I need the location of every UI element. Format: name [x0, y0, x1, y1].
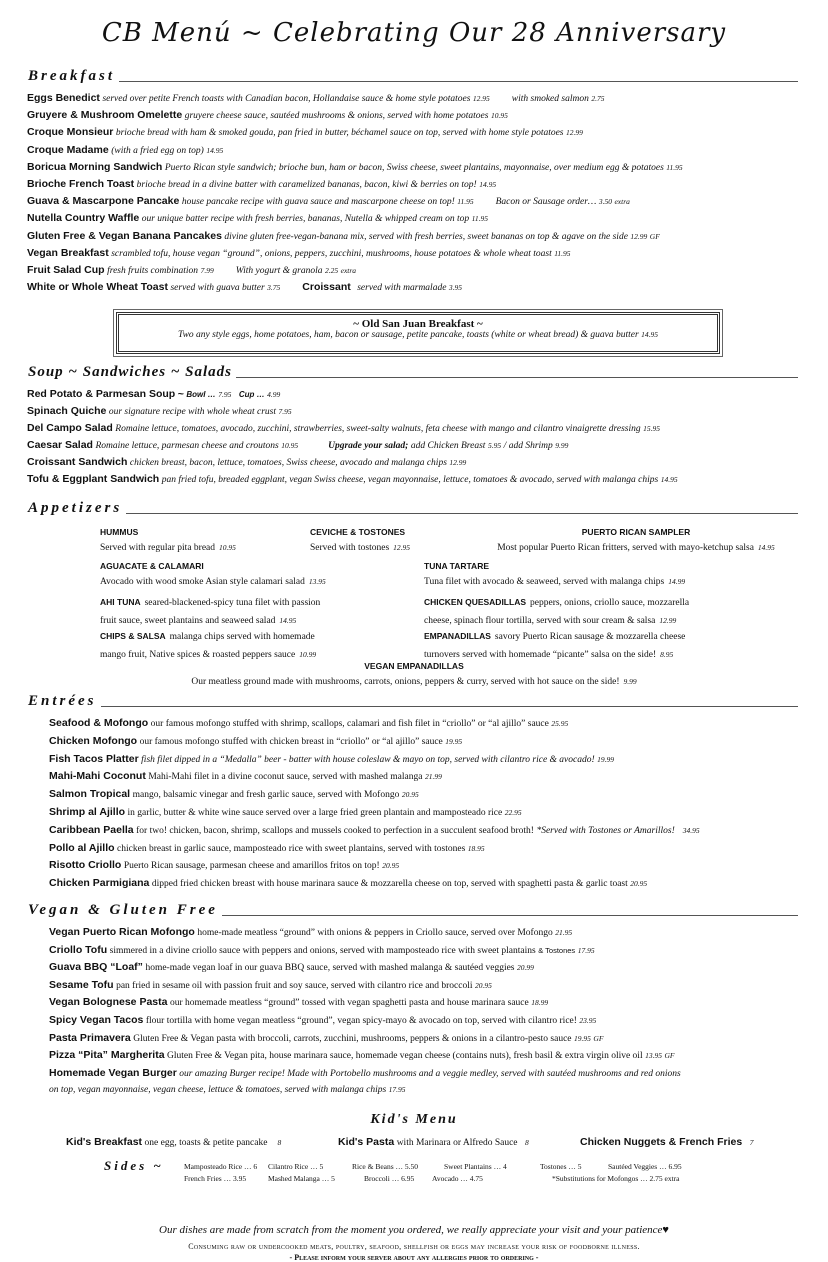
item-price: 11.95	[471, 214, 488, 224]
item-desc: mango, balsamic vinegar and fresh garlic sauce, served with Mofongo	[132, 790, 400, 801]
item-desc2: on top, vegan mayonnaise, vegan cheese, lettuce & tomatoes, served with malanga chips	[49, 1085, 387, 1096]
item-extra: & Tostones	[538, 945, 576, 955]
sides-row2	[184, 1174, 680, 1183]
app-sampler	[476, 527, 796, 555]
item-extra-note: GF	[649, 231, 660, 241]
app-ceviche-desc: Served with tostones	[310, 543, 390, 553]
delcampo-desc: Romaine lettuce, tomatoes, avocado, zucchini, strawberries, sweet-salty walnuts, feta cheese with mango and cilantro vinaigrette dressing	[115, 424, 641, 434]
item-price: 19.95	[574, 1033, 591, 1043]
side-item: *Substitutions for Mofongos … 2.75 extra	[552, 1174, 680, 1183]
item-name: Boricua Morning Sandwich	[27, 160, 163, 173]
item-extra-price: 2.25	[325, 265, 339, 275]
section-rule	[236, 377, 798, 378]
breakfast-heading: Breakfast	[28, 68, 115, 84]
section-rule	[126, 513, 798, 514]
item-price: 21.99	[424, 772, 442, 782]
item-price: 20.95	[382, 861, 400, 871]
entree-item	[49, 877, 700, 895]
item-name: Pasta Primavera	[49, 1031, 131, 1044]
item-name: Guava & Mascarpone Pancake	[27, 195, 180, 208]
app-tuna-tartare	[424, 561, 685, 589]
item-name: Shrimp al Ajillo	[49, 805, 126, 818]
item-desc: dipped fried chicken breast with house marinara sauce & mozzarella cheese on top, served with spaghetti pasta & garlic toast	[151, 879, 628, 890]
item-desc: Mahi-Mahi filet in a divine coconut sauce, served with mashed malanga	[148, 772, 423, 783]
vegan-list	[49, 926, 681, 1096]
app-ahi-name: AHI TUNA	[100, 597, 141, 607]
item-price: 14.95	[479, 179, 497, 189]
app-ahi-price: 14.95	[279, 616, 297, 625]
item-price: 12.99	[566, 128, 583, 138]
breakfast-item	[27, 230, 683, 247]
item-price: 20.95	[475, 980, 492, 990]
delcampo-price: 15.95	[643, 424, 660, 433]
side-item: Mamposteado Rice … 6	[184, 1162, 258, 1171]
item-desc: flour tortilla with home vegan meatless “ground”, vegan spicy-mayo & avocado on top, served with cilantro rice!	[145, 1015, 577, 1026]
item-desc: in garlic, butter & white wine sauce served over a large fried green plantain and mamposteado rice	[127, 807, 503, 818]
app-ahi-desc1: seared-blackened-spicy tuna filet with passion	[144, 598, 321, 608]
app-ahi-tuna	[100, 592, 320, 628]
app-hummus	[100, 527, 236, 555]
item-name: Fish Tacos Platter	[49, 752, 139, 765]
item-desc: Gluten Free & Vegan pasta with broccoli, carrots, zucchini, mushrooms, peppers & onions in a cilantro-pesto sauce	[133, 1033, 572, 1044]
item-name: Gluten Free & Vegan Banana Pancakes	[27, 229, 222, 242]
old-san-juan-price: 14.95	[641, 330, 658, 339]
item-extra-price: 2.75	[591, 94, 605, 103]
vegan-item	[49, 961, 681, 979]
vegan-item	[49, 944, 681, 962]
breakfast-item	[27, 212, 683, 229]
item-extra-note: extra	[614, 197, 630, 207]
vegan-item-cont	[49, 1084, 681, 1096]
side-item: Avocado … 4.75	[432, 1174, 483, 1183]
app-chips-desc2: mango fruit, Native spices & roasted peppers sauce	[100, 650, 296, 660]
soup-header	[28, 364, 798, 381]
item-name: Seafood & Mofongo	[49, 717, 149, 729]
item-price: 17.95	[577, 945, 595, 955]
app-chips-desc1: malanga chips served with homemade	[169, 632, 315, 642]
delcampo-name: Del Campo Salad	[27, 422, 113, 434]
item-name: Salmon Tropical	[49, 788, 131, 801]
upgrade1: add Chicken Breast	[410, 441, 486, 451]
item-name: Fruit Salad Cup	[27, 263, 105, 276]
quiche-desc: our signature recipe with whole wheat crust	[108, 407, 276, 417]
app-aguacate-name: AGUACATE & CALAMARI	[100, 561, 204, 571]
item-price: 21.95	[555, 928, 573, 937]
tofu-sandwich-name: Tofu & Eggplant Sandwich	[27, 473, 160, 485]
item-price: 18.99	[531, 998, 549, 1008]
side-item: Broccoli … 6.95	[364, 1174, 415, 1183]
entree-item	[49, 806, 700, 824]
side-item: Sweet Plantains … 4	[444, 1162, 507, 1171]
entree-item	[49, 859, 700, 877]
app-sampler-price: 14.95	[757, 543, 775, 552]
app-vegan-empanadillas	[0, 661, 828, 689]
upgrade2: add Shrimp	[508, 441, 553, 451]
vegan-item	[49, 1067, 681, 1085]
side-item: Sautéed Veggies … 6.95	[608, 1162, 682, 1171]
app-tuna-tartare-price: 14.99	[668, 577, 686, 586]
item-note: *Served with Tostones or Amarillos!	[536, 825, 675, 836]
app-aguacate-price: 13.95	[308, 577, 326, 586]
vegan-item	[49, 926, 681, 944]
item-name: Caribbean Paella	[49, 823, 134, 836]
item-name: White or Whole Wheat Toast	[27, 281, 168, 294]
breakfast-item	[27, 264, 683, 281]
caesar-price: 10.95	[281, 441, 299, 450]
kids-breakfast-price: 8	[277, 1138, 282, 1147]
entrees-heading: Entrées	[28, 693, 97, 709]
item-price: 12.95	[472, 94, 490, 103]
item-extra-name: Croissant	[302, 281, 351, 294]
item-desc: home-made vegan loaf in our guava BBQ sauce, served with mashed malanga & sautéed veggies	[145, 963, 515, 974]
bowl-label: Bowl …	[186, 390, 216, 399]
kids-nuggets-name: Chicken Nuggets & French Fries	[580, 1136, 743, 1148]
vegan-heading: Vegan & Gluten Free	[28, 902, 218, 918]
vegan-item	[49, 979, 681, 997]
kids-breakfast-name: Kid's Breakfast	[66, 1136, 143, 1148]
entree-item	[49, 770, 700, 788]
app-hummus-price: 10.95	[219, 543, 236, 552]
section-rule	[222, 915, 798, 916]
item-name: Pollo al Ajillo	[49, 841, 115, 854]
tofu-sandwich-price: 14.95	[660, 475, 678, 484]
appetizers-header	[28, 500, 798, 517]
section-rule	[119, 81, 798, 82]
caesar-name: Caesar Salad	[27, 439, 93, 451]
app-quesadillas-name: CHICKEN QUESADILLAS	[424, 597, 527, 607]
item-extra: With yogurt & granola	[235, 265, 323, 276]
entree-item	[49, 735, 700, 753]
item-name: Croque Monsieur	[27, 126, 114, 139]
kids-pasta-price: 8	[525, 1138, 529, 1147]
app-ahi-desc2: fruit sauce, sweet plantains and seaweed salad	[100, 616, 276, 626]
vegan-item	[49, 996, 681, 1014]
item-name: Homemade Vegan Burger	[49, 1066, 177, 1079]
kids-pasta-name: Kid's Pasta	[338, 1136, 395, 1148]
footer-warning: Consuming raw or undercooked meats, poultry, seafood, shellfish or eggs may increase your risk of foodborne illness.	[188, 1242, 640, 1251]
app-hummus-name: HUMMUS	[100, 527, 139, 537]
sides-row1	[184, 1162, 682, 1171]
item-price: 25.95	[551, 719, 569, 728]
app-sampler-name: PUERTO RICAN SAMPLER	[581, 527, 691, 537]
side-item: French Fries … 3.95	[184, 1174, 247, 1183]
breakfast-item	[27, 109, 683, 126]
app-chips-name: CHIPS & SALSA	[100, 631, 166, 641]
soup-name: Red Potato & Parmesan Soup	[27, 388, 176, 400]
item-name: Gruyere & Mushroom Omelette	[27, 109, 183, 122]
upgrade-slash: /	[503, 441, 507, 451]
breakfast-item	[27, 92, 683, 109]
item-price: 14.95	[206, 145, 224, 155]
old-san-juan-box	[116, 312, 720, 354]
item-desc: fish filet dipped in a “Medalla” beer - batter with house coleslaw & mayo on top, served with cilantro rice & avocado!	[141, 754, 595, 765]
croissant-sandwich-desc: chicken breast, bacon, lettuce, tomatoes, Swiss cheese, avocado and malanga chips	[129, 458, 447, 468]
item-name: Chicken Parmigiana	[49, 877, 150, 890]
breakfast-list	[27, 92, 683, 298]
item-price: 11.95	[457, 197, 474, 207]
app-quesadillas-price: 12.99	[659, 616, 677, 625]
item-price: 22.95	[504, 807, 522, 817]
soup-sep: ~	[177, 388, 184, 400]
app-tuna-tartare-desc: Tuna filet with avocado & seaweed, served with malanga chips	[424, 577, 665, 587]
item-price: 20.99	[517, 963, 534, 973]
item-name: Eggs Benedict	[27, 92, 100, 104]
breakfast-item	[27, 247, 683, 264]
caesar-desc: Romaine lettuce, parmesan cheese and croutons	[95, 441, 279, 451]
item-desc: our amazing Burger recipe! Made with Portobello mushrooms and a veggie medley, served with sautéed mushrooms and red onions	[179, 1068, 681, 1079]
item-name: Mahi-Mahi Coconut	[49, 770, 146, 783]
entree-item	[49, 788, 700, 806]
item-gf: GF	[664, 1051, 675, 1061]
item-name: Pizza “Pita” Margherita	[49, 1049, 165, 1062]
item-name: Risotto Criollo	[49, 859, 122, 872]
item-price: 20.95	[630, 879, 648, 889]
upgrade-label: Upgrade your salad;	[328, 441, 409, 451]
old-san-juan-title: ~ Old San Juan Breakfast ~	[353, 318, 483, 330]
entrees-list	[49, 717, 700, 895]
item-desc: divine gluten free-vegan-banana mix, served with fresh berries, sweet bananas on top & agave on the side	[224, 231, 628, 242]
item-desc: brioche bread in a divine batter with caramelized bananas, bacon, kiwi & berries on top!	[136, 179, 477, 190]
item-desc: served with guava butter	[170, 283, 265, 294]
item-price: 19.95	[445, 736, 463, 746]
item-extra: with smoked salmon	[511, 94, 589, 104]
item-price: 7.99	[200, 265, 214, 275]
breakfast-item	[27, 281, 683, 298]
item-price: 11.95	[554, 248, 571, 258]
item-price: 19.99	[597, 754, 615, 764]
breakfast-item	[27, 195, 683, 212]
item-desc: pan fried in sesame oil with passion fruit and soy sauce, served with cilantro rice and broccoli	[116, 980, 473, 991]
item-price: 11.95	[666, 162, 683, 172]
item-price: 18.95	[467, 843, 485, 853]
app-aguacate-desc: Avocado with wood smoke Asian style calamari salad	[100, 577, 305, 587]
upgrade2-price: 9.99	[555, 441, 569, 450]
item-name: Chicken Mofongo	[49, 734, 138, 747]
app-chips-price: 10.99	[299, 650, 317, 659]
item-desc: our homemade meatless “ground” tossed with vegan spaghetti pasta and house marinara sauce	[169, 998, 529, 1009]
item-desc: Puerto Rican sausage, parmesan cheese and amarillos fritos on top!	[123, 861, 380, 872]
item-extra-price: 3.95	[448, 283, 463, 293]
entree-item	[49, 717, 700, 735]
app-aguacate	[100, 561, 326, 589]
side-item: Mashed Malanga … 5	[268, 1174, 335, 1183]
croissant-sandwich-name: Croissant Sandwich	[27, 456, 128, 468]
item-desc: simmered in a divine criollo sauce with peppers and onions, served with mamposteado rice with sweet plantains	[109, 945, 536, 956]
item-name: Sesame Tofu	[49, 978, 114, 991]
app-vegan-emp-desc: Our meatless ground made with mushrooms, carrots, onions, peppers & curry, served with hot sauce on the side!	[191, 677, 620, 687]
item-name: Guava BBQ “Loaf”	[49, 961, 143, 974]
item-desc: Gluten Free & Vegan pita, house marinara sauce, homemade vegan cheese (contains nuts), fresh basil & extra virgin olive oil	[167, 1051, 643, 1062]
kids-pasta-desc: with Marinara or Alfredo Sauce	[396, 1138, 518, 1148]
app-quesadillas	[424, 592, 689, 628]
item-desc: gruyere cheese sauce, sautéed mushrooms & onions, served with home potatoes	[184, 111, 489, 122]
footer-thanks: Our dishes are made from scratch from the moment you ordered, we really appreciate your visit and your patience♥	[159, 1224, 669, 1236]
item-desc: (with a fried egg on top)	[111, 145, 204, 156]
tofu-sandwich-desc: pan fried tofu, breaded eggplant, vegan Swiss cheese, vegan mayonnaise, lettuce, tomatoes & avocado, served with malanga chips	[161, 475, 659, 485]
item-desc: home-made meatless “ground” with onions & peppers in Criollo sauce, served over Mofongo	[197, 928, 553, 938]
entrees-header	[28, 693, 798, 710]
item-desc: our famous mofongo stuffed with chicken breast in “criollo” or “al ajillo” sauce	[139, 736, 443, 747]
item-extra: served with marmalade	[357, 283, 447, 294]
app-empanadillas-desc1: savory Puerto Rican sausage & mozzarella cheese	[494, 632, 686, 642]
item-name: Spicy Vegan Tacos	[49, 1013, 144, 1026]
upgrade1-price: 5.95	[487, 441, 502, 450]
item-price: 10.95	[490, 111, 508, 121]
item-gf: GF	[593, 1033, 604, 1043]
item-extra-note: extra	[340, 265, 357, 275]
soup-list	[27, 388, 678, 490]
app-vegan-emp-name: VEGAN EMPANADILLAS	[364, 661, 464, 671]
soup-heading: Soup ~ Sandwiches ~ Salads	[28, 364, 232, 380]
item-desc: chicken breast in garlic sauce, mamposteado rice with sweet plantains, served with tostones	[117, 843, 466, 854]
item-price: 3.75	[267, 283, 281, 293]
item-name: Vegan Bolognese Pasta	[49, 996, 168, 1009]
vegan-item	[49, 1014, 681, 1032]
kids-breakfast-desc: one egg, toasts & petite pancake	[144, 1138, 268, 1148]
side-item: Rice & Beans … 5.50	[352, 1162, 419, 1171]
app-sampler-desc: Most popular Puerto Rican fritters, served with mayo-ketchup salsa	[497, 543, 754, 553]
kids-nuggets-price: 7	[749, 1138, 754, 1147]
kids-pasta	[338, 1136, 529, 1149]
breakfast-item	[27, 144, 683, 161]
bowl-price: 7.95	[218, 390, 232, 399]
quiche-name: Spinach Quiche	[27, 405, 107, 417]
footer-allergy: - Please inform your server about any allergies prior to ordering -	[289, 1253, 539, 1262]
side-item: Cilantro Rice … 5	[268, 1162, 324, 1171]
item-extra-price: 3.50	[598, 197, 612, 207]
item-desc: served over petite French toasts with Canadian bacon, Hollandaise sauce & home style potatoes	[102, 94, 471, 104]
app-empanadillas-name: EMPANADILLAS	[424, 631, 491, 641]
item-extra: Bacon or Sausage order…	[495, 197, 597, 208]
app-hummus-desc: Served with regular pita bread	[100, 543, 216, 553]
item-desc: for two! chicken, bacon, shrimp, scallops and mussels cooked to perfection in a succulent seafood broth!	[136, 825, 534, 836]
item-price: 12.99	[630, 231, 648, 241]
item-desc: fresh fruits combination	[107, 265, 199, 276]
vegan-item	[49, 1032, 681, 1050]
item-desc: Puerto Rican style sandwich; brioche bun, ham or bacon, Swiss cheese, sweet plantains, mayonnaise, over medium egg & potatoes	[164, 162, 664, 173]
menu-title: CB Menú ~ Celebrating Our 28 Anniversary	[101, 18, 727, 48]
item-price: 23.95	[579, 1015, 597, 1025]
appetizers-heading: Appetizers	[28, 500, 123, 516]
entree-item	[49, 753, 700, 771]
item-name: Croque Madame	[27, 143, 109, 156]
vegan-header	[28, 902, 798, 919]
app-ceviche	[310, 527, 410, 555]
app-empanadillas-desc2: turnovers served with homemade “picante” salsa on the side!	[424, 650, 657, 660]
entree-item	[49, 842, 700, 860]
app-empanadillas	[424, 626, 685, 662]
item-name: Brioche French Toast	[27, 177, 135, 190]
breakfast-item	[27, 178, 683, 195]
app-quesadillas-desc1: peppers, onions, criollo sauce, mozzarella	[530, 598, 690, 608]
item-desc: house pancake recipe with guava sauce and mascarpone cheese on top!	[181, 197, 455, 208]
entree-item	[49, 824, 700, 842]
app-chips	[100, 626, 316, 662]
app-ceviche-name: CEVICHE & TOSTONES	[310, 527, 406, 537]
croissant-sandwich-price: 12.99	[449, 458, 467, 467]
old-san-juan-desc: Two any style eggs, home potatoes, ham, bacon or sausage, petite pancake, toasts (white or wheat bread) & guava butter	[178, 330, 639, 340]
app-quesadillas-desc2: cheese, spinach flour tortilla, served with sour cream & salsa	[424, 616, 656, 626]
item-name: Nutella Country Waffle	[27, 212, 140, 225]
breakfast-header	[28, 68, 798, 85]
vegan-item	[49, 1049, 681, 1067]
item-desc: our unique batter recipe with fresh berries, bananas, Nutella & whipped cream on top	[141, 214, 470, 225]
app-ceviche-price: 12.95	[393, 543, 411, 552]
item-price: 13.95	[645, 1051, 662, 1061]
item-desc: our famous mofongo stuffed with shrimp, scallops, calamari and fish filet in “criollo” or “al ajillo” sauce	[150, 719, 549, 729]
kids-nuggets	[580, 1136, 753, 1149]
item-name: Vegan Puerto Rican Mofongo	[49, 926, 195, 938]
cup-price: 4.99	[267, 390, 281, 399]
item-desc: scrambled tofu, house vegan “ground”, onions, peppers, zucchini, mushrooms, house potatoes & whole wheat toast	[111, 248, 552, 259]
app-empanadillas-price: 8.95	[660, 650, 674, 659]
app-tuna-tartare-name: TUNA TARTARE	[424, 561, 489, 571]
breakfast-item	[27, 126, 683, 143]
item-name: Criollo Tofu	[49, 943, 108, 956]
kids-heading: Kid's Menu	[370, 1112, 458, 1127]
item-price: 34.95	[682, 825, 700, 835]
item-price: 17.95	[388, 1085, 406, 1095]
item-price: 20.95	[401, 790, 419, 800]
side-item: Tostones … 5	[540, 1162, 582, 1171]
breakfast-item	[27, 161, 683, 178]
app-vegan-emp-price: 9.99	[623, 677, 637, 686]
quiche-price: 7.95	[278, 407, 292, 416]
sides-heading: Sides ~	[104, 1158, 164, 1173]
kids-breakfast	[66, 1136, 281, 1149]
section-rule	[101, 706, 798, 707]
cup-label: Cup …	[238, 390, 265, 399]
item-desc: brioche bread with ham & smoked gouda, pan fried in butter, béchamel sauce on top, served with home style potatoes	[115, 128, 564, 139]
item-name: Vegan Breakfast	[27, 246, 109, 259]
